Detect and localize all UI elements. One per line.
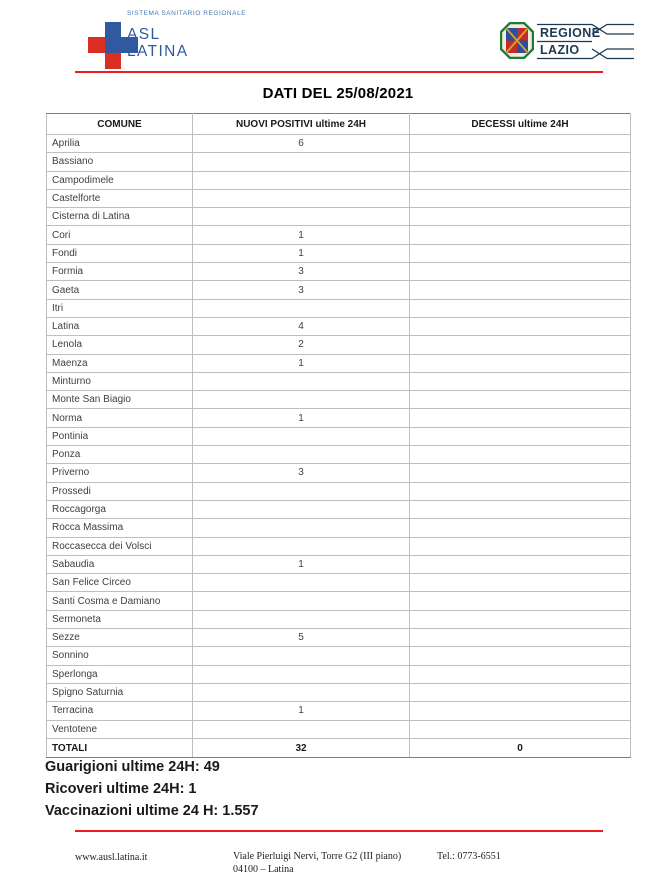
table-row [47, 574, 631, 592]
table-total-row [47, 738, 631, 758]
footer-website: www.ausl.latina.it [75, 852, 148, 863]
positives-cell [193, 427, 410, 445]
positives-cell: 1 [193, 244, 410, 262]
positives-cell: 1 [193, 702, 410, 720]
asl-name-line1: ASL [127, 26, 161, 43]
deaths-cell [410, 171, 631, 189]
table-row [47, 189, 631, 207]
deaths-cell [410, 574, 631, 592]
deaths-cell [410, 208, 631, 226]
comune-cell: Campodimele [47, 171, 193, 189]
table-row [47, 354, 631, 372]
total-label-cell: TOTALI [47, 738, 193, 758]
deaths-cell [410, 519, 631, 537]
table-row [47, 244, 631, 262]
comune-cell: Minturno [47, 372, 193, 390]
lazio-text: LAZIO [540, 43, 580, 57]
deaths-cell [410, 244, 631, 262]
table-row [47, 629, 631, 647]
positives-cell [193, 171, 410, 189]
stat-ricoveri: Ricoveri ultime 24H: 1 [45, 781, 197, 797]
comune-cell: Rocca Massima [47, 519, 193, 537]
col-header-decessi: DECESSI ultime 24H [410, 114, 631, 135]
table-row [47, 464, 631, 482]
table-row [47, 171, 631, 189]
deaths-cell [410, 446, 631, 464]
table-row [47, 665, 631, 683]
table-row [47, 336, 631, 354]
positives-cell [193, 665, 410, 683]
positives-cell [193, 189, 410, 207]
positives-cell: 3 [193, 281, 410, 299]
deaths-cell [410, 409, 631, 427]
stat-guarigioni: Guarigioni ultime 24H: 49 [45, 759, 220, 775]
positives-cell [193, 299, 410, 317]
comune-cell: Roccasecca dei Volsci [47, 537, 193, 555]
comune-cell: Priverno [47, 464, 193, 482]
comune-cell: Santi Cosma e Damiano [47, 592, 193, 610]
positives-cell: 2 [193, 336, 410, 354]
positives-cell [193, 208, 410, 226]
col-header-nuovi-positivi: NUOVI POSITIVI ultime 24H [193, 114, 410, 135]
deaths-cell [410, 263, 631, 281]
comune-cell: Roccagorga [47, 500, 193, 518]
positives-cell [193, 574, 410, 592]
positives-cell [193, 592, 410, 610]
comune-cell: Bassiano [47, 153, 193, 171]
comune-cell: Lenola [47, 336, 193, 354]
deaths-cell [410, 537, 631, 555]
comune-cell: Fondi [47, 244, 193, 262]
comune-cell: Monte San Biagio [47, 391, 193, 409]
deaths-cell [410, 702, 631, 720]
deaths-cell [410, 592, 631, 610]
comune-cell: Itri [47, 299, 193, 317]
positives-cell: 3 [193, 464, 410, 482]
deaths-cell [410, 610, 631, 628]
regione-lazio-emblem-icon [500, 22, 534, 59]
table-row [47, 683, 631, 701]
comune-cell: San Felice Circeo [47, 574, 193, 592]
positives-cell [193, 647, 410, 665]
table-row [47, 519, 631, 537]
deaths-cell [410, 665, 631, 683]
table-row [47, 610, 631, 628]
deaths-cell [410, 427, 631, 445]
footer-address-line1: Viale Pierluigi Nervi, Torre G2 (III piano) [233, 851, 402, 862]
positives-cell [193, 446, 410, 464]
comune-cell: Sonnino [47, 647, 193, 665]
positives-cell [193, 391, 410, 409]
deaths-cell [410, 391, 631, 409]
header-divider-rule [75, 71, 603, 73]
table-row [47, 317, 631, 335]
covid-data-table-wrap [46, 113, 630, 758]
regione-lazio-wordmark [537, 23, 634, 59]
table-row [47, 391, 631, 409]
positives-cell [193, 519, 410, 537]
asl-name-line2: LATINA [127, 43, 189, 60]
table-row [47, 372, 631, 390]
comune-cell: Cisterna di Latina [47, 208, 193, 226]
deaths-cell [410, 720, 631, 738]
table-row [47, 281, 631, 299]
positives-cell [193, 610, 410, 628]
table-row [47, 555, 631, 573]
deaths-cell [410, 336, 631, 354]
positives-cell [193, 482, 410, 500]
positives-cell: 1 [193, 409, 410, 427]
comune-cell: Terracina [47, 702, 193, 720]
deaths-cell [410, 135, 631, 153]
positives-cell [193, 153, 410, 171]
comune-cell: Sperlonga [47, 665, 193, 683]
positives-cell [193, 372, 410, 390]
comune-cell: Sermoneta [47, 610, 193, 628]
positives-cell [193, 683, 410, 701]
comune-cell: Sezze [47, 629, 193, 647]
deaths-cell [410, 555, 631, 573]
comune-cell: Prossedi [47, 482, 193, 500]
positives-cell [193, 720, 410, 738]
table-row [47, 482, 631, 500]
asl-tagline: SISTEMA SANITARIO REGIONALE [127, 10, 247, 17]
deaths-cell [410, 683, 631, 701]
comune-cell: Spigno Saturnia [47, 683, 193, 701]
deaths-cell [410, 317, 631, 335]
table-body [47, 135, 631, 739]
positives-cell [193, 500, 410, 518]
positives-cell: 4 [193, 317, 410, 335]
deaths-cell [410, 189, 631, 207]
table-row [47, 537, 631, 555]
total-positives-cell: 32 [193, 738, 410, 758]
positives-cell: 3 [193, 263, 410, 281]
deaths-cell [410, 372, 631, 390]
comune-cell: Sabaudia [47, 555, 193, 573]
table-row [47, 208, 631, 226]
comune-cell: Norma [47, 409, 193, 427]
deaths-cell [410, 299, 631, 317]
footer-phone: Tel.: 0773-6551 [437, 851, 501, 862]
positives-cell [193, 537, 410, 555]
table-row [47, 299, 631, 317]
deaths-cell [410, 482, 631, 500]
table-row [47, 263, 631, 281]
deaths-cell [410, 647, 631, 665]
table-row [47, 409, 631, 427]
covid-data-table [46, 113, 631, 758]
regione-lazio-logo [500, 22, 635, 60]
positives-cell: 1 [193, 354, 410, 372]
col-header-comune: COMUNE [47, 114, 193, 135]
deaths-cell [410, 629, 631, 647]
total-deaths-cell: 0 [410, 738, 631, 758]
comune-cell: Castelforte [47, 189, 193, 207]
comune-cell: Formia [47, 263, 193, 281]
stat-vaccinazioni: Vaccinazioni ultime 24 H: 1.557 [45, 803, 259, 819]
comune-cell: Cori [47, 226, 193, 244]
table-row [47, 446, 631, 464]
comune-cell: Maenza [47, 354, 193, 372]
positives-cell: 1 [193, 226, 410, 244]
deaths-cell [410, 153, 631, 171]
regione-text: REGIONE [540, 26, 601, 40]
comune-cell: Ponza [47, 446, 193, 464]
table-header-row [47, 114, 631, 135]
comune-cell: Ventotene [47, 720, 193, 738]
table-row [47, 500, 631, 518]
table-row [47, 647, 631, 665]
deaths-cell [410, 226, 631, 244]
deaths-cell [410, 281, 631, 299]
footer-divider-rule [75, 830, 603, 832]
deaths-cell [410, 464, 631, 482]
table-row [47, 226, 631, 244]
comune-cell: Pontinia [47, 427, 193, 445]
comune-cell: Latina [47, 317, 193, 335]
table-row [47, 153, 631, 171]
table-row [47, 720, 631, 738]
table-row [47, 427, 631, 445]
deaths-cell [410, 354, 631, 372]
page-title: DATI DEL 25/08/2021 [262, 85, 414, 102]
comune-cell: Gaeta [47, 281, 193, 299]
positives-cell: 1 [193, 555, 410, 573]
positives-cell: 5 [193, 629, 410, 647]
table-row [47, 135, 631, 153]
footer-address-line2: 04100 – Latina [233, 864, 294, 875]
deaths-cell [410, 500, 631, 518]
table-row [47, 702, 631, 720]
table-row [47, 592, 631, 610]
comune-cell: Aprilia [47, 135, 193, 153]
positives-cell: 6 [193, 135, 410, 153]
